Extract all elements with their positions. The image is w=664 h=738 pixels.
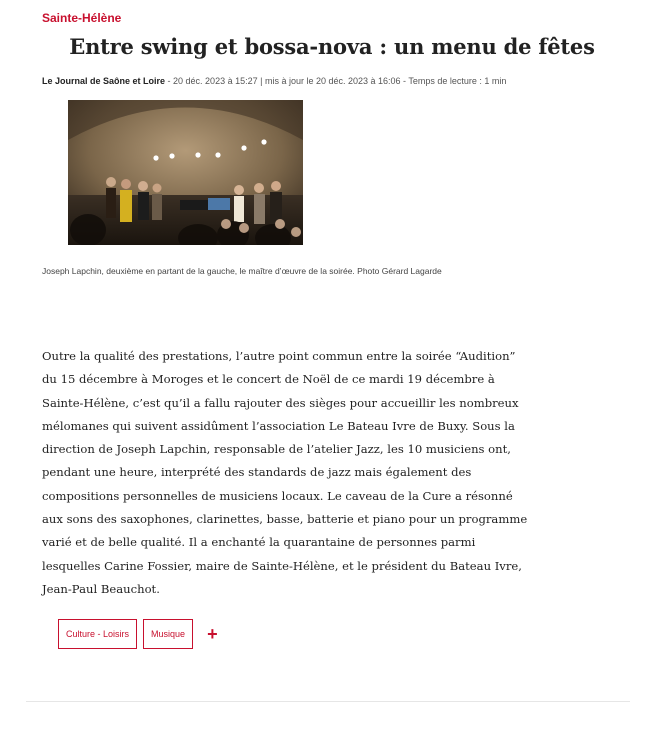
concert-photo-illustration [68, 100, 303, 245]
tag-musique[interactable]: Musique [143, 619, 193, 649]
article-body: Outre la qualité des prestations, l’autre point commun entre la soirée “Audition” du 15 décembre à Moroges et le concert de Noël de ce mardi 19 décembre à Sainte-Hélène, c’est qu’il a fallu rajouter des sièges pour accueillir les nombreux mélomanes qui suivent assidûment l’association Le Bateau Ivre de Buxy. Sous la direction de Joseph Lapchin, responsable de l’atelier Jazz, les 10 musiciens ont, pendant une heure, interprété des standards de jazz mais également des compositions personnelles de musiciens locaux. Le caveau de la Cure a résonné aux sons des saxophones, clarinettes, basse, batterie et piano pour un programme varié et de belle qualité. Il a enchanté la quarantaine de personnes parmi lesquelles Carine Fossier, maire de Sainte-Hélène, et le président du Bateau Ivre, Jean-Paul Beauchot. [42, 349, 528, 596]
article-photo[interactable] [68, 100, 303, 245]
more-tags-plus-icon[interactable]: + [207, 624, 218, 644]
tag-list [58, 619, 218, 649]
article-meta [42, 76, 506, 86]
section-kicker[interactable]: Sainte-Hélène [42, 11, 122, 25]
article-title: Entre swing et bossa-nova : un menu de fêtes [69, 34, 595, 59]
tag-culture-loisirs[interactable]: Culture - Loisirs [58, 619, 137, 649]
article-source[interactable]: Le Journal de Saône et Loire [42, 76, 166, 86]
article-dates: - 20 déc. 2023 à 15:27 | mis à jour le 20 déc. 2023 à 16:06 - Temps de lecture : 1 min [165, 76, 507, 86]
footer-divider [26, 701, 630, 702]
photo-caption: Joseph Lapchin, deuxième en partant de la gauche, le maître d’œuvre de la soirée. Photo Gérard Lagarde [42, 266, 442, 276]
